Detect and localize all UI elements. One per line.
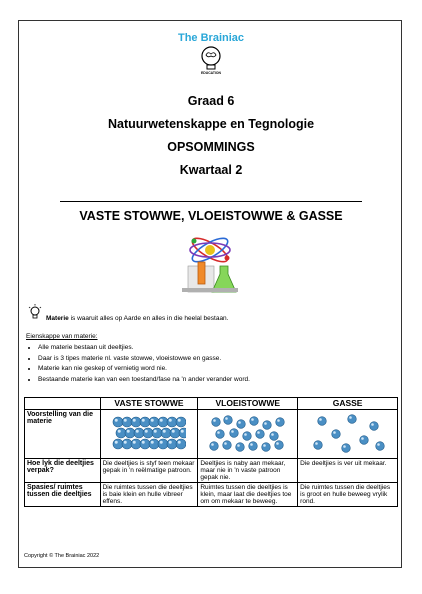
col-header-solids: VASTE STOWWE <box>100 398 198 410</box>
particle-highlight <box>250 443 253 446</box>
liquid-particles-image <box>208 412 288 454</box>
particle-highlight <box>349 416 352 419</box>
particle <box>161 428 171 438</box>
table-row <box>25 483 398 507</box>
table-cell: Ruimtes tussen die deeltjies is klein, maar laat die deeltjies toe om om mekaar te beweeg. <box>198 483 298 507</box>
particle-highlight <box>124 441 127 444</box>
science-clipart <box>180 228 242 298</box>
particle <box>158 439 168 449</box>
logo-text: EDUCATION <box>201 71 221 75</box>
particle-highlight <box>178 441 181 444</box>
particle <box>179 428 186 438</box>
particle-highlight <box>172 430 175 433</box>
particle <box>223 416 232 425</box>
particle <box>248 442 257 451</box>
particle <box>134 428 144 438</box>
particle <box>131 439 141 449</box>
particle <box>209 442 218 451</box>
list-item: • Alle materie bestaan uit deeltjies. <box>38 343 398 354</box>
particle <box>140 439 150 449</box>
particle <box>261 443 270 452</box>
particle-highlight <box>142 441 145 444</box>
states-of-matter-table <box>24 397 398 507</box>
particle <box>149 439 159 449</box>
particle <box>274 441 283 450</box>
particle-highlight <box>213 419 216 422</box>
table-cell: Deeltjies is naby aan mekaar, maar nie in 'n vaste patroon gepak nie. <box>198 459 298 483</box>
particle <box>143 428 153 438</box>
particle-highlight <box>136 430 139 433</box>
particle-highlight <box>211 443 214 446</box>
particle-highlight <box>124 419 127 422</box>
definition <box>46 315 228 322</box>
doctype-heading: OPSOMMINGS <box>167 140 255 154</box>
particle-highlight <box>160 419 163 422</box>
particle-highlight <box>377 443 380 446</box>
particle-highlight <box>169 419 172 422</box>
table-row <box>25 459 398 483</box>
list-item: • Bestaande materie kan van een toestand/fase na 'n ander verander word. <box>38 375 398 386</box>
particle <box>235 443 244 452</box>
particle <box>152 428 162 438</box>
particle <box>116 428 126 438</box>
col-header-liquids: VLOEISTOWWE <box>198 398 298 410</box>
particle <box>140 417 150 427</box>
subject-heading: Natuurwetenskappe en Tegnologie <box>107 117 315 131</box>
row-label: Hoe lyk die deeltjies verpak? <box>25 459 101 483</box>
particle <box>113 439 123 449</box>
particle-highlight <box>276 442 279 445</box>
particle <box>313 441 322 450</box>
particle <box>236 420 245 429</box>
term-heading: Kwartaal 2 <box>179 163 243 177</box>
particle-highlight <box>181 430 184 433</box>
particle-highlight <box>361 437 364 440</box>
particle-highlight <box>271 433 274 436</box>
particle <box>347 415 356 424</box>
gas-particles-cell <box>298 410 398 459</box>
row-label: Spasies/ ruimtes tussen die deeltjies <box>25 483 101 507</box>
divider <box>60 201 362 202</box>
particle-highlight <box>277 419 280 422</box>
particle-highlight <box>315 442 318 445</box>
particle <box>341 444 350 453</box>
table-cell: Die ruimtes tussen die deeltjies is baie klein en hulle vibreer effens. <box>100 483 198 507</box>
brand-title: The Brainiac <box>177 32 245 44</box>
particle-highlight <box>225 417 228 420</box>
empty-header-cell <box>25 398 101 410</box>
particle-highlight <box>151 441 154 444</box>
definition-term: Materie <box>46 315 69 322</box>
table-cell: Die deeltjies is ver uit mekaar. <box>298 459 398 483</box>
particle-highlight <box>115 419 118 422</box>
particle <box>170 428 180 438</box>
properties-title: Eienskappe van materie: <box>26 333 98 340</box>
topic-title: VASTE STOWWE, VLOEISTOWWE & GASSE <box>79 209 343 223</box>
col-header-gases: GASSE <box>298 398 398 410</box>
solid-particles-cell <box>100 410 198 459</box>
list-item: • Materie kan nie geskep of vernietig word nie. <box>38 364 398 375</box>
particle-highlight <box>244 433 247 436</box>
particle-highlight <box>319 418 322 421</box>
particle <box>369 422 378 431</box>
particle-highlight <box>118 430 121 433</box>
particle-highlight <box>231 430 234 433</box>
particle-highlight <box>178 419 181 422</box>
gas-particles-image <box>308 412 388 454</box>
particle <box>229 429 238 438</box>
particle-highlight <box>251 418 254 421</box>
particle <box>375 442 384 451</box>
table-header-row <box>25 398 398 410</box>
particle-highlight <box>151 419 154 422</box>
particle <box>242 432 251 441</box>
table-row <box>25 410 398 459</box>
particle-highlight <box>169 441 172 444</box>
particle-highlight <box>154 430 157 433</box>
particle <box>167 439 177 449</box>
particle <box>215 430 224 439</box>
particle-highlight <box>238 421 241 424</box>
lightbulb-icon <box>28 304 42 320</box>
solid-particles-image <box>112 412 186 454</box>
particle <box>176 417 186 427</box>
particle <box>158 417 168 427</box>
particle-highlight <box>264 422 267 425</box>
copyright: Copyright © The Brainiac 2022 <box>24 553 100 559</box>
particle-highlight <box>115 441 118 444</box>
particle <box>249 417 258 426</box>
particle <box>113 417 123 427</box>
particle-highlight <box>133 441 136 444</box>
particle-highlight <box>133 419 136 422</box>
table-cell: Die deeltjies is styf teen mekaar gepak in 'n reëlmatige patroon. <box>100 459 198 483</box>
list-item: • Daar is 3 tipes materie nl. vaste stowwe, vloeistowwe en gasse. <box>38 354 398 365</box>
row-label: Voorstelling van die materie <box>25 410 101 459</box>
particle-highlight <box>160 441 163 444</box>
particle <box>167 417 177 427</box>
particle-highlight <box>127 430 130 433</box>
particle-highlight <box>333 431 336 434</box>
particle <box>211 418 220 427</box>
particle <box>122 417 132 427</box>
properties-list <box>22 343 398 385</box>
particle-highlight <box>163 430 166 433</box>
particle <box>317 417 326 426</box>
particle <box>269 432 278 441</box>
particle <box>222 441 231 450</box>
particle <box>275 418 284 427</box>
brain-bulb-logo <box>196 44 226 78</box>
particle <box>131 417 141 427</box>
particle-highlight <box>217 431 220 434</box>
particle <box>149 417 159 427</box>
particle <box>125 428 135 438</box>
table-cell: Die ruimtes tussen die deeltjies is groot en hulle beweeg vrylik rond. <box>298 483 398 507</box>
particle-highlight <box>145 430 148 433</box>
particle-highlight <box>224 442 227 445</box>
particle <box>262 421 271 430</box>
particle <box>331 430 340 439</box>
particle <box>255 430 264 439</box>
particle <box>359 436 368 445</box>
particle <box>122 439 132 449</box>
liquid-particles-cell <box>198 410 298 459</box>
particle-highlight <box>142 419 145 422</box>
particle-highlight <box>263 444 266 447</box>
particle-highlight <box>371 423 374 426</box>
particle <box>176 439 186 449</box>
particle-highlight <box>237 444 240 447</box>
grade-heading: Graad 6 <box>187 94 235 108</box>
particle-highlight <box>343 445 346 448</box>
definition-text: is waaruit alles op Aarde en alles in die heelal bestaan. <box>68 315 229 322</box>
particle-highlight <box>257 431 260 434</box>
